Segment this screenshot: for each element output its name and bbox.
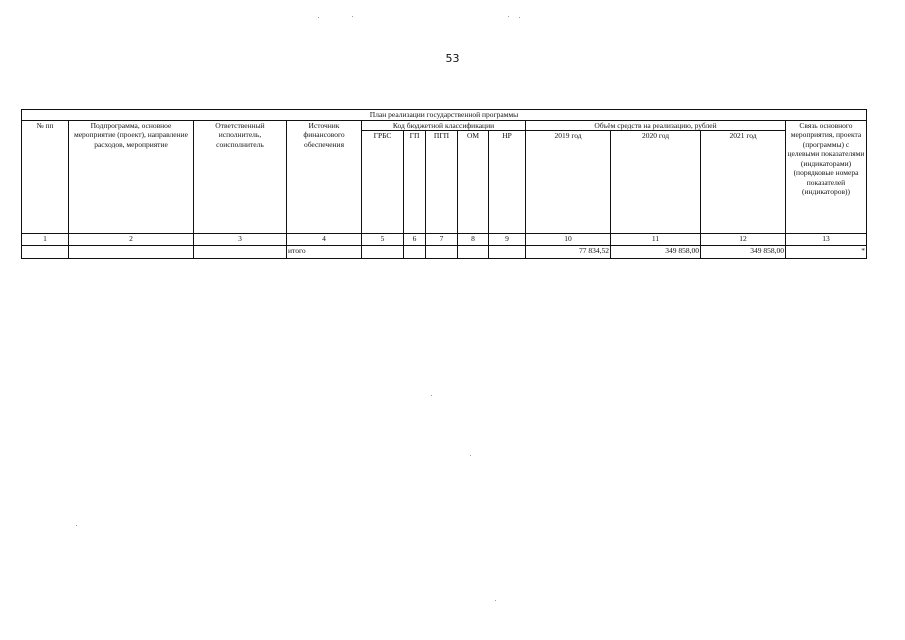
header-year-2020: 2020 год bbox=[611, 131, 701, 234]
scan-speck bbox=[76, 525, 77, 526]
header-year-2021: 2021 год bbox=[701, 131, 786, 234]
total-cell-empty bbox=[458, 246, 489, 259]
page-number: 53 bbox=[445, 52, 460, 65]
header-budget-code: Код бюджетной классификации bbox=[362, 120, 526, 131]
scan-speck bbox=[495, 600, 496, 601]
scan-speck bbox=[352, 16, 353, 17]
column-number: 7 bbox=[426, 234, 458, 246]
total-cell-empty bbox=[69, 246, 194, 259]
header-source: Источник финансового обеспечения bbox=[287, 120, 362, 234]
total-cell-empty bbox=[426, 246, 458, 259]
header-links: Связь основного мероприятия, проекта (программы) с целевыми показателями (индикаторами) (порядковые номера показателей (индикаторов)) bbox=[786, 120, 867, 234]
header-om: ОМ bbox=[458, 131, 489, 234]
total-2019: 77 834,52 bbox=[526, 246, 611, 259]
column-number: 5 bbox=[362, 234, 404, 246]
column-number: 8 bbox=[458, 234, 489, 246]
scan-speck bbox=[318, 17, 319, 18]
scan-speck bbox=[470, 455, 471, 456]
column-number: 3 bbox=[194, 234, 287, 246]
total-links: * bbox=[786, 246, 867, 259]
column-number: 4 bbox=[287, 234, 362, 246]
column-number: 11 bbox=[611, 234, 701, 246]
total-cell-empty bbox=[194, 246, 287, 259]
column-number: 12 bbox=[701, 234, 786, 246]
total-2021: 349 858,00 bbox=[701, 246, 786, 259]
scan-speck bbox=[431, 395, 432, 396]
header-year-2019: 2019 год bbox=[526, 131, 611, 234]
total-cell-empty bbox=[404, 246, 426, 259]
total-row bbox=[22, 246, 867, 259]
header-row-primary bbox=[22, 120, 867, 131]
total-cell-empty bbox=[22, 246, 69, 259]
header-volume: Объём средств на реализацию, рублей bbox=[526, 120, 786, 131]
scan-speck bbox=[508, 16, 509, 17]
header-pgp: ПГП bbox=[426, 131, 458, 234]
header-responsible: Ответственный исполнитель, соисполнитель bbox=[194, 120, 287, 234]
total-cell-empty bbox=[362, 246, 404, 259]
header-gp: ГП bbox=[404, 131, 426, 234]
plan-table bbox=[21, 109, 867, 259]
header-grbs: ГРБС bbox=[362, 131, 404, 234]
total-label: итого bbox=[287, 246, 362, 259]
table-title: План реализации государственной программы bbox=[22, 110, 867, 121]
column-number: 1 bbox=[22, 234, 69, 246]
column-number-row bbox=[22, 234, 867, 246]
total-cell-empty bbox=[489, 246, 526, 259]
column-number: 6 bbox=[404, 234, 426, 246]
column-number: 2 bbox=[69, 234, 194, 246]
header-subprogram: Подпрограмма, основное мероприятие (проект), направление расходов, мероприятие bbox=[69, 120, 194, 234]
header-nr: НР bbox=[489, 131, 526, 234]
column-number: 10 bbox=[526, 234, 611, 246]
column-number: 13 bbox=[786, 234, 867, 246]
table-title-row bbox=[22, 110, 867, 121]
scan-speck bbox=[519, 17, 520, 18]
header-num: № пп bbox=[22, 120, 69, 234]
column-number: 9 bbox=[489, 234, 526, 246]
total-2020: 349 858,00 bbox=[611, 246, 701, 259]
